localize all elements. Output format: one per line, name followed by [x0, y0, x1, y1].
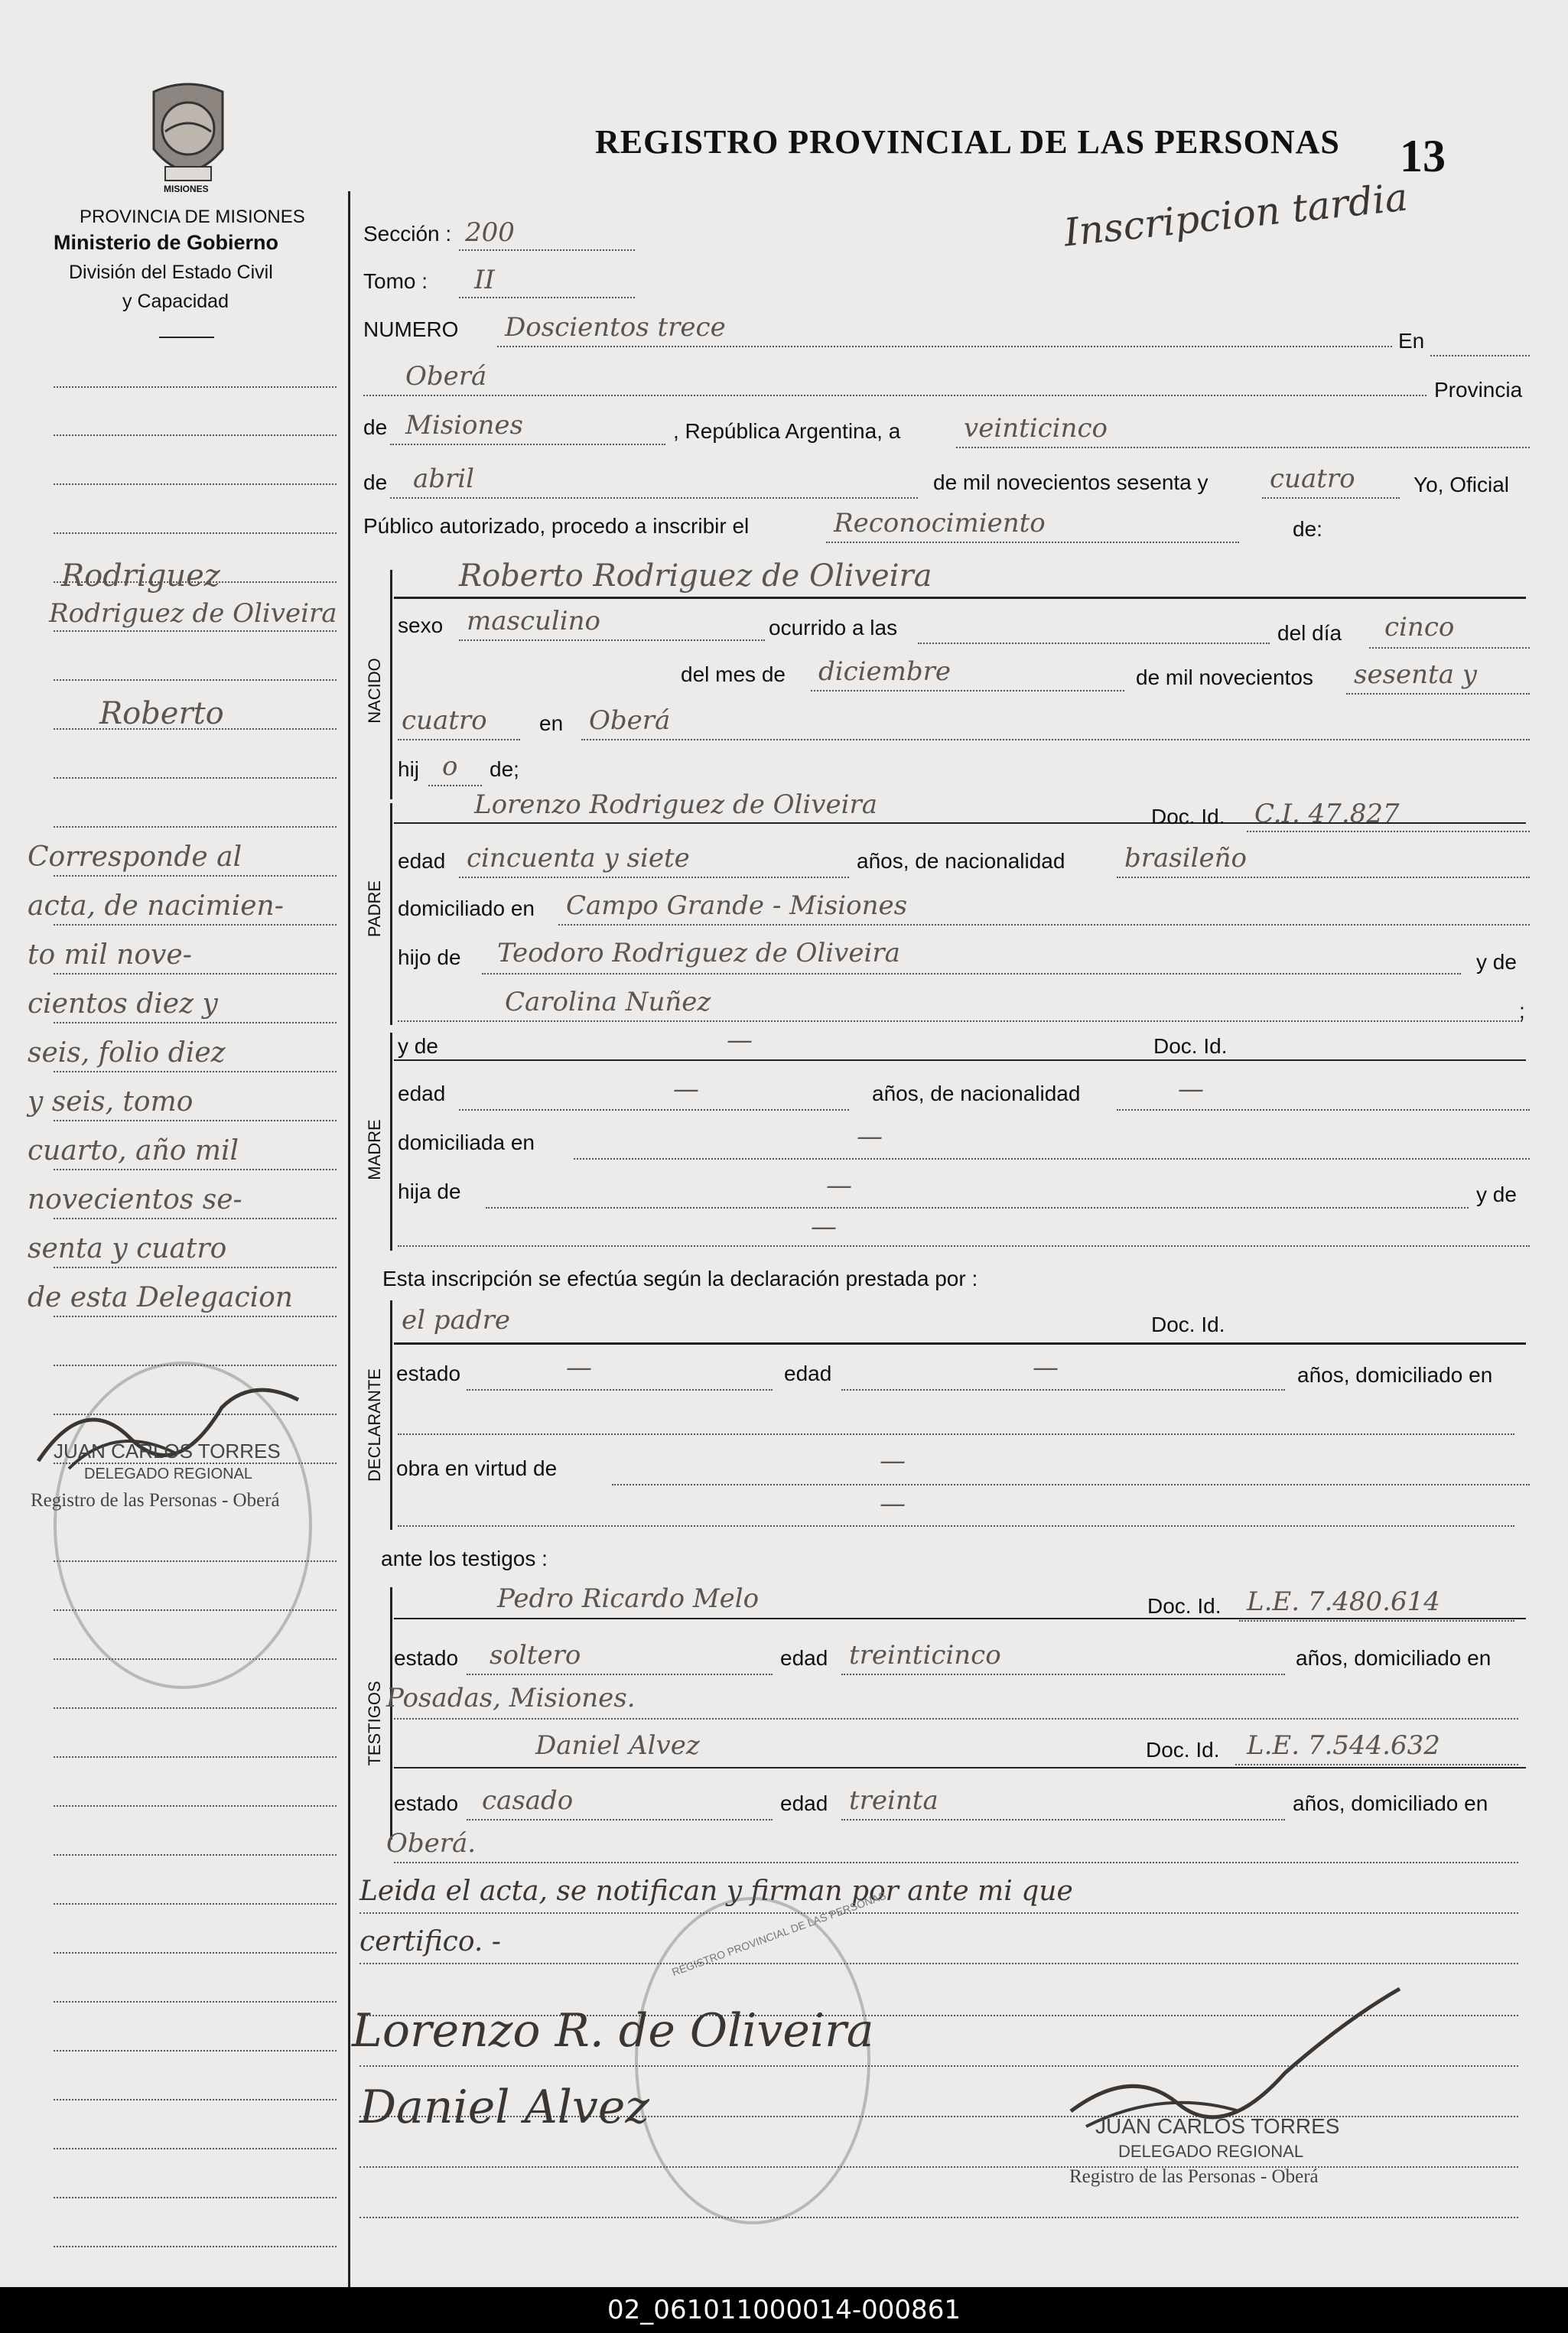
del-dia-label: del día [1277, 621, 1342, 645]
republica-label: , República Argentina, a [673, 419, 901, 443]
obra-value: — [880, 1446, 906, 1476]
madre-mother-value: — [811, 1212, 837, 1242]
provincia-value: Misiones [405, 410, 523, 441]
padre-doc-value: C.I. 47.827 [1254, 799, 1400, 829]
tipo-value: Reconocimiento [834, 508, 1046, 539]
padre-father-value: Teodoro Rodriguez de Oliveira [497, 938, 900, 968]
padre-semicolon: ; [1519, 999, 1525, 1023]
sexo-value: masculino [467, 606, 601, 636]
declarante-bracket [390, 1300, 392, 1530]
testigo2-estado-label: estado [394, 1791, 459, 1815]
footer-id: 02_061011000014-000861 [0, 2287, 1568, 2333]
stamp-left-office: Registro de las Personas - Oberá [31, 1490, 280, 1511]
provincia-label: Provincia [1434, 378, 1523, 402]
madre-bracket [390, 1033, 392, 1251]
de-mil-label-2: de mil novecientos [1136, 665, 1313, 689]
declarante-dom-label: años, domiciliado en [1297, 1363, 1493, 1387]
anio-nac-value-2: cuatro [402, 705, 487, 736]
crest-label: MISIONES [164, 184, 209, 194]
stamp-right-name: JUAN CARLOS TORRES [1095, 2114, 1340, 2138]
declarante-doc-label: Doc. Id. [1151, 1313, 1225, 1336]
madre-y-de-label-2: y de [1476, 1183, 1517, 1206]
testigo2-dom-value: Oberá. [386, 1828, 477, 1859]
testigo1-dom-value: Posadas, Misiones. [386, 1683, 636, 1713]
padre-side-label: PADRE [365, 880, 384, 938]
anio-nac-value-1: sesenta y [1354, 659, 1477, 690]
seccion-label: Sección : [363, 222, 452, 246]
madre-name-value: — [727, 1025, 753, 1056]
stamp-left-name: JUAN CARLOS TORRES [54, 1440, 281, 1463]
crest-icon [142, 76, 234, 191]
mes-nac-value: diciembre [818, 656, 952, 687]
obra-label: obra en virtud de [396, 1456, 558, 1480]
header-divider [159, 337, 214, 338]
en-lower-label: en [539, 711, 564, 735]
madre-nac-value: — [1178, 1074, 1204, 1105]
madre-y-de-label: y de [398, 1034, 438, 1058]
testigo1-doc-label: Doc. Id. [1147, 1594, 1222, 1618]
closing-line-2: certifico. - [359, 1926, 501, 1957]
margin-given-name: Roberto [99, 696, 224, 731]
testigo1-edad-label: edad [780, 1646, 828, 1670]
en-value: Oberá [405, 361, 487, 392]
yo-oficial-label: Yo, Oficial [1413, 473, 1510, 496]
page-number: 13 [1400, 131, 1446, 181]
padre-doc-label: Doc. Id. [1151, 805, 1225, 828]
capacity-label: y Capacidad [122, 291, 229, 312]
testigo2-name-value: Daniel Alvez [535, 1730, 700, 1761]
padre-bracket [390, 803, 392, 1025]
lugar-nac-value: Oberá [589, 705, 671, 736]
padre-edad-label: edad [398, 849, 446, 873]
testigo2-doc-label: Doc. Id. [1146, 1738, 1220, 1762]
province-label: PROVINCIA DE MISIONES [80, 207, 305, 227]
nacido-name-value: Roberto Rodriguez de Oliveira [459, 558, 932, 594]
margin-surname: Rodriguez de Oliveira [49, 598, 337, 629]
padre-nac-value: brasileño [1124, 843, 1247, 874]
division-label: División del Estado Civil [69, 262, 273, 283]
declarante-side-label: DECLARANTE [365, 1368, 384, 1482]
madre-doc-label: Doc. Id. [1153, 1034, 1228, 1058]
padre-dom-value: Campo Grande - Misiones [566, 890, 908, 921]
declarante-value: el padre [402, 1305, 510, 1336]
madre-nac-label: años, de nacionalidad [872, 1082, 1081, 1105]
madre-dom-value: — [857, 1121, 883, 1152]
padre-name-value: Lorenzo Rodriguez de Oliveira [474, 789, 878, 820]
dia-acta-value: veinticinco [964, 413, 1108, 444]
seccion-value: 200 [465, 217, 515, 248]
seal-text: REGISTRO PROVINCIAL DE LAS PERSONAS [670, 1889, 888, 1979]
padre-y-de-label: y de [1476, 950, 1517, 974]
sexo-label: sexo [398, 613, 444, 637]
madre-hija-de-label: hija de [398, 1180, 461, 1203]
testigo1-dom-label: años, domiciliado en [1296, 1646, 1492, 1670]
obra-value-2: — [880, 1489, 906, 1519]
testigo2-estado-value: casado [482, 1785, 574, 1816]
madre-edad-label: edad [398, 1082, 446, 1105]
padre-dom-label: domiciliado en [398, 896, 535, 920]
tomo-value: II [474, 265, 495, 295]
madre-side-label: MADRE [365, 1119, 384, 1180]
testigos-side-label: TESTIGOS [365, 1681, 384, 1766]
hij-label: hij [398, 757, 420, 781]
testigo1-estado-value: soltero [490, 1640, 581, 1671]
en-label: En [1398, 329, 1425, 353]
declarante-edad-value: — [1033, 1352, 1059, 1383]
mes-acta-value: abril [413, 464, 475, 494]
testigos-bracket [390, 1587, 392, 1840]
madre-dom-label: domiciliada en [398, 1131, 535, 1154]
padre-edad-value: cincuenta y siete [467, 843, 690, 874]
de-label-1: de [363, 415, 388, 439]
page-title: REGISTRO PROVINCIAL DE LAS PERSONAS [595, 123, 1340, 161]
stamp-left-title: DELEGADO REGIONAL [84, 1466, 253, 1482]
nacido-bracket [390, 570, 392, 799]
madre-edad-value: — [673, 1074, 699, 1105]
stamp-right-office: Registro de las Personas - Oberá [1069, 2166, 1319, 2187]
nacido-side-label: NACIDO [365, 658, 384, 724]
de-label-2: de [363, 470, 388, 494]
testigo1-name-value: Pedro Ricardo Melo [497, 1583, 760, 1614]
signature-left-margin [23, 1346, 314, 1484]
del-mes-label: del mes de [681, 662, 786, 686]
numero-value: Doscientos trece [505, 312, 726, 343]
margin-surname-1: Rodriguez [61, 558, 220, 594]
stamp-right-title: DELEGADO REGIONAL [1118, 2142, 1304, 2161]
declarante-estado-value: — [566, 1352, 592, 1383]
numero-label: NUMERO [363, 317, 459, 341]
declarante-edad-label: edad [784, 1362, 832, 1385]
de-colon-label: de: [1293, 517, 1322, 541]
testigos-intro-label: ante los testigos : [381, 1547, 548, 1570]
testigo1-edad-value: treinticinco [849, 1640, 1001, 1671]
de-mil-label: de mil novecientos sesenta y [933, 470, 1209, 494]
ministry-label: Ministerio de Gobierno [54, 231, 279, 254]
declarante-estado-label: estado [396, 1362, 461, 1385]
padre-mother-value: Carolina Nuñez [505, 987, 711, 1017]
dia-nac-value: cinco [1384, 612, 1455, 643]
signature-daniel: Daniel Alvez [359, 2081, 650, 2134]
testigo1-doc-value: L.E. 7.480.614 [1247, 1586, 1440, 1617]
anio-acta-value: cuatro [1270, 464, 1355, 494]
closing-line-1: Leida el acta, se notifican y firman por ante mi que [359, 1876, 1073, 1907]
declaracion-label: Esta inscripción se efectúa según la declaración prestada por : [382, 1267, 978, 1290]
testigo2-doc-value: L.E. 7.544.632 [1247, 1730, 1440, 1761]
document-page: MISIONES PROVINCIA DE MISIONES Ministerio de Gobierno División del Estado Civil y Capacidad REGISTRO PROVINCIAL DE LAS PERSONAS 13 Inscripcion tardia Rodriguez Rodriguez de Oliveira Roberto Corresponde al acta, de nacimien- to mil nove- cientos diez y seis, folio diez y seis, tomo cuarto, año mil novecientos se- senta y cuatro de esta Delegacion JUAN CARLOS TORRES DELEGADO REGIONAL Registro de las Personas - Oberá Sección : 200 Tomo : II NUMERO Doscientos trece En Oberá Provincia de Misiones , República Argentina, a veinticinco de abril de mil novecientos sesenta y cuatro Yo, Oficial Público autorizado, procedo a inscribir el Reconocimiento de: NACIDO Roberto Rodriguez de Oliveira sexo masculino ocurrido a las del día cinco del mes de diciembre de mil novecientos sesenta y cuatro en Oberá hij o de; PADRE Lorenzo Rodriguez de Oliveira Doc. Id. C.I. 47.827 edad cincuenta y siete años, de nacionalidad brasileño domiciliado en Campo Grande - Misiones hijo de Teodoro Rodriguez de Oliveira y de Carolina Nuñez ; MADRE y de — Doc. Id. edad — años, de nacionalidad — domiciliada en — hija de — y de — Esta inscripción se efectúa según la declaración prestada por : DECLARANTE el padre Doc. Id. estado — edad — años, domiciliado en obra en virtud de — — ante los testigos : TESTIGOS Pedro Ricardo Melo Doc. Id. L.E. 7.480.614 estado soltero edad treinticinco años, domiciliado en Posadas, Misiones. Daniel Alvez Doc. Id. L.E. 7.544.632 estado casado edad treinta años, domiciliado en Oberá. Leida el acta, se notifican y firman por ante mi que certifico. - REGISTRO PROVINCIAL DE LAS PERSONAS Lorenzo R. de Oliveira Daniel Alvez JUAN CARLOS TORRES DELEGADO REGIONAL Registro de las Personas - Oberá [0, 0, 1568, 2287]
frame-left-border [348, 191, 350, 2287]
padre-hijo-de-label: hijo de [398, 945, 461, 969]
testigo2-edad-label: edad [780, 1791, 828, 1815]
testigo2-dom-label: años, domiciliado en [1293, 1791, 1488, 1815]
testigo1-estado-label: estado [394, 1646, 459, 1670]
ocurrido-label: ocurrido a las [769, 616, 898, 639]
top-annotation: Inscripcion tardia [1062, 174, 1410, 255]
tomo-label: Tomo : [363, 269, 428, 293]
padre-nac-label: años, de nacionalidad [857, 849, 1065, 873]
hij-suffix-value: o [442, 751, 458, 782]
signature-lorenzo: Lorenzo R. de Oliveira [352, 2004, 874, 2058]
publico-label: Público autorizado, procedo a inscribir el [363, 514, 750, 538]
madre-father-value: — [826, 1170, 852, 1201]
de-semicolon-label: de; [490, 757, 519, 781]
testigo2-edad-value: treinta [849, 1785, 939, 1816]
